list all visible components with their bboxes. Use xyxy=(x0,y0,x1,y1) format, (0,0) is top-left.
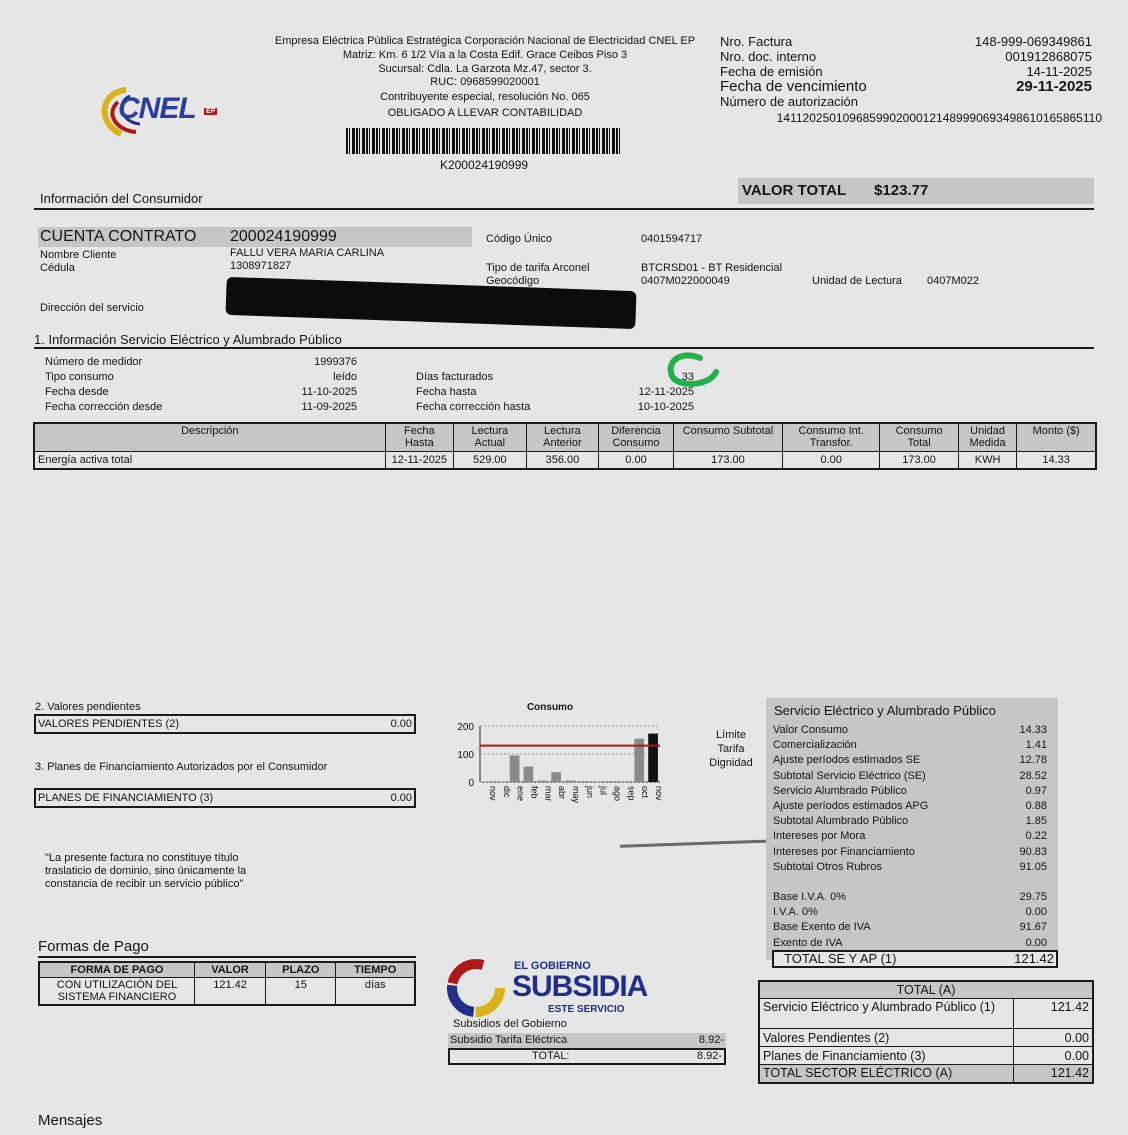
fecha-hasta-label: Fecha hasta xyxy=(416,386,477,398)
cell-consumo-subtotal: 173.00 xyxy=(673,451,782,469)
unidad-lectura-label: Unidad de Lectura xyxy=(812,275,902,287)
subsidio-tarifa-label: Subsidio Tarifa Eléctrica xyxy=(450,1034,568,1046)
header-valor: VALOR xyxy=(195,962,266,978)
row-label: Intereses por Financiamiento xyxy=(773,845,915,858)
subsidio-tarifa-value: 8.92- xyxy=(698,1034,724,1046)
row-label: Valor Consumo xyxy=(773,724,848,736)
list-item xyxy=(770,769,1050,784)
formas-pago-title: Formas de Pago xyxy=(38,938,149,955)
cell-lectura-actual: 529.00 xyxy=(454,451,527,469)
company-contribuyente: Contribuyente especial, resolución No. 065 xyxy=(380,91,590,103)
geocodigo: 0407M022000049 xyxy=(641,275,730,287)
total-a-header: TOTAL (A) xyxy=(759,981,1093,999)
company-name: Empresa Eléctrica Pública Estratégica Corporación Nacional de Electricidad CNEL EP xyxy=(274,35,696,47)
chart-y-tick-label: 200 xyxy=(457,722,474,733)
list-item xyxy=(770,814,1050,829)
cuenta-contrato-box xyxy=(38,227,472,247)
row-label: Ajuste períodos estimados SE xyxy=(773,754,921,767)
service-labels-right xyxy=(416,370,530,415)
row-value: 14.33 xyxy=(1019,724,1047,736)
header-monto: Monto ($) xyxy=(1017,423,1096,451)
header-diferencia: Diferencia Consumo xyxy=(599,423,674,451)
header-fecha-hasta: Fecha Hasta xyxy=(385,423,453,451)
dias-facturados: 33 xyxy=(681,371,694,383)
header-forma-pago: FORMA DE PAGO xyxy=(39,962,195,978)
chart-bar xyxy=(607,781,617,782)
chart-x-tick-label: abr xyxy=(557,786,568,800)
pendientes-title: 2. Valores pendientes xyxy=(35,701,141,713)
header-consumo-total: Consumo Total xyxy=(880,423,959,451)
medidor: 1999376 xyxy=(314,356,357,368)
redaction-bar xyxy=(225,277,636,329)
formas-pago-table xyxy=(38,961,416,1006)
total-a-planes-value: 0.00 xyxy=(1014,1047,1094,1065)
consumo-chart xyxy=(440,712,670,812)
planes-label: PLANES DE FINANCIAMIENTO (3) xyxy=(38,792,214,804)
row-value: 90.83 xyxy=(1019,845,1047,858)
codigo-unico: 0401594717 xyxy=(641,233,703,245)
chart-bar xyxy=(537,781,547,782)
fecha-correccion-desde: 11-09-2025 xyxy=(301,401,357,413)
chart-bar xyxy=(565,781,575,782)
chart-x-tick-label: nov xyxy=(654,786,665,801)
fecha-correccion-desde-label: Fecha corrección desde xyxy=(45,401,163,413)
total-se-ap-box xyxy=(772,950,1058,968)
chart-bar xyxy=(648,734,658,782)
nota-legal: "La presente factura no constituye título traslaticio de dominio, sino únicamente la constancia de recibir un servicio público" xyxy=(45,852,247,890)
cell-consumo-total: 173.00 xyxy=(880,451,959,469)
chart-bar xyxy=(524,767,534,782)
row-label: Intereses por Mora xyxy=(773,830,866,843)
chart-x-tick-label: jul xyxy=(598,786,609,796)
fecha-correccion-hasta-label: Fecha corrección hasta xyxy=(416,401,531,413)
row-label: Comercialización xyxy=(773,739,857,752)
list-item xyxy=(770,845,1050,860)
total-se-ap-label: TOTAL SE Y AP (1) xyxy=(784,951,897,966)
consumer-section-title: Información del Consumidor xyxy=(40,191,203,206)
cell-tiempo: días xyxy=(336,978,415,1006)
autorizacion-label: Número de autorización xyxy=(720,94,859,109)
row-value: 0.88 xyxy=(1025,800,1047,813)
mensajes-title: Mensajes xyxy=(38,1112,103,1129)
tarifa-label: Tipo de tarifa Arconel xyxy=(486,262,590,274)
barcode-text: K200024190999 xyxy=(439,158,529,172)
company-ruc: RUC: 0968599020001 xyxy=(430,76,540,88)
cell-lectura-anterior: 356.00 xyxy=(526,451,599,469)
chart-x-tick-label: oct xyxy=(640,786,651,799)
header-consumo-int: Consumo Int. Transfor. xyxy=(783,423,880,451)
valor-total-box xyxy=(738,178,1094,204)
row-label: Base I.V.A. 0% xyxy=(773,891,846,904)
company-obligado: OBLIGADO A LLEVAR CONTABILIDAD xyxy=(387,107,583,119)
chart-y-tick-label: 100 xyxy=(457,750,474,761)
header-lectura-anterior: Lectura Anterior xyxy=(526,423,599,451)
green-circle-mark-icon xyxy=(660,350,722,392)
row-label: Exento de IVA xyxy=(773,936,843,949)
servicio-rows xyxy=(770,723,1050,875)
tipo-consumo: leído xyxy=(333,371,357,383)
limite-tarifa-label: Límite Tarifa Dignidad xyxy=(709,729,753,769)
cell-monto: 14.33 xyxy=(1017,451,1096,469)
divider xyxy=(38,956,416,958)
subsidia-text: SUBSIDIA xyxy=(512,970,648,1003)
chart-x-tick-label: ago xyxy=(612,786,623,802)
header-unidad: Unidad Medida xyxy=(958,423,1016,451)
list-item xyxy=(770,753,1050,768)
table-row xyxy=(759,1065,1093,1083)
row-value: 91.05 xyxy=(1019,860,1047,873)
chart-x-tick-label: ene xyxy=(515,786,526,802)
dias-facturados-label: Días facturados xyxy=(416,371,494,383)
total-a-pendientes-label: Valores Pendientes (2) xyxy=(759,1029,1014,1047)
chart-x-tick-label: may xyxy=(571,786,581,804)
list-item xyxy=(770,920,1050,935)
direccion-label: Dirección del servicio xyxy=(40,302,144,314)
row-value: 0.22 xyxy=(1025,830,1047,843)
total-se-ap-value: 121.42 xyxy=(1014,951,1054,966)
chart-title: Consumo xyxy=(526,702,574,713)
row-value: 12.78 xyxy=(1019,754,1047,767)
barcode xyxy=(346,128,622,154)
consumo-table xyxy=(33,422,1097,470)
valor-total: $123.77 xyxy=(874,182,929,199)
row-value: 28.52 xyxy=(1019,769,1047,782)
row-label: Subtotal Alumbrado Público xyxy=(773,815,909,828)
valor-total-label: VALOR TOTAL xyxy=(742,182,846,199)
list-item xyxy=(770,860,1050,875)
nro-factura-label: Nro. Factura xyxy=(720,34,793,49)
cell-consumo-int: 0.00 xyxy=(783,451,880,469)
cell-forma-pago: CON UTILIZACIÓN DEL SISTEMA FINANCIERO xyxy=(39,978,195,1006)
cedula: 1308971827 xyxy=(230,260,292,272)
iva-rows xyxy=(770,890,1050,951)
cuenta-contrato-label: CUENTA CONTRATO xyxy=(40,228,197,245)
total-sector-value: 121.42 xyxy=(1014,1065,1094,1083)
nombre-cliente: FALLU VERA MARIA CARLINA xyxy=(230,247,385,259)
row-label: Subtotal Servicio Eléctrico (SE) xyxy=(773,769,926,782)
row-value: 1.41 xyxy=(1025,739,1047,752)
service-labels-left xyxy=(45,355,162,415)
doc-interno: 001912868075 xyxy=(1005,49,1092,64)
consumer-details xyxy=(40,249,116,275)
tipo-consumo-label: Tipo consumo xyxy=(45,371,114,383)
company-sucursal: Sucursal: Cdla. La Garzota Mz.47, sector 3. xyxy=(378,63,592,75)
fecha-emision: 14-11-2025 xyxy=(1026,64,1092,79)
total-a-pendientes-value: 0.00 xyxy=(1014,1029,1094,1047)
cell-unidad: KWH xyxy=(958,451,1016,469)
cedula-label: Cédula xyxy=(40,262,75,274)
table-row xyxy=(39,978,415,1006)
total-sector-label: TOTAL SECTOR ELÉCTRICO (A) xyxy=(759,1065,1014,1083)
fecha-desde-label: Fecha desde xyxy=(45,386,109,398)
geocodigo-label: Geocódigo xyxy=(486,275,540,287)
chart-bar xyxy=(593,781,603,782)
planes-title: 3. Planes de Financiamiento Autorizados por el Consumidor xyxy=(35,761,328,773)
cell-diferencia: 0.00 xyxy=(599,451,674,469)
header-plazo: PLAZO xyxy=(266,962,336,978)
chart-y-tick-label: 0 xyxy=(468,778,474,789)
subsidios-title: Subsidios del Gobierno xyxy=(453,1018,567,1030)
header-lectura-actual: Lectura Actual xyxy=(454,423,527,451)
chart-bar xyxy=(551,772,561,782)
chart-bar xyxy=(621,781,631,782)
chart-bar xyxy=(496,781,506,782)
list-item xyxy=(770,890,1050,905)
chart-x-tick-label: feb xyxy=(529,786,540,799)
list-item xyxy=(770,799,1050,814)
chart-x-tick-label: jun xyxy=(584,786,595,799)
divider xyxy=(34,208,1094,210)
header-consumo-subtotal: Consumo Subtotal xyxy=(673,423,782,451)
list-item xyxy=(770,784,1050,799)
cell-plazo: 15 xyxy=(266,978,336,1006)
gobierno-line: EL GOBIERNO xyxy=(514,960,591,972)
total-a-servicio-value: 121.42 xyxy=(1014,999,1094,1029)
cell-valor: 121.42 xyxy=(195,978,266,1006)
gobierno-logo-icon xyxy=(446,958,506,1018)
header-tiempo: TIEMPO xyxy=(336,962,415,978)
divider xyxy=(34,347,1094,349)
cnel-logo-text: CNEL xyxy=(118,92,196,125)
autorizacion: 1411202501096859902000121489990693498610165865110 xyxy=(776,111,1102,125)
table-row xyxy=(759,999,1093,1029)
consumo-table-header xyxy=(34,423,1096,451)
cnel-logo xyxy=(96,82,236,142)
codigo-unico-label: Código Único xyxy=(486,233,553,245)
chart-x-tick-label: sep xyxy=(626,786,637,801)
row-value: 0.00 xyxy=(1025,906,1047,919)
chart-x-tick-label: nov xyxy=(487,786,498,801)
list-item xyxy=(770,829,1050,844)
company-header xyxy=(240,34,730,120)
invoice-info xyxy=(720,34,1102,126)
cell-descripcion: Energía activa total xyxy=(34,451,385,469)
consumer-values xyxy=(230,247,384,273)
total-a-planes-label: Planes de Financiamiento (3) xyxy=(759,1047,1014,1065)
row-value: 0.97 xyxy=(1025,784,1047,797)
servicio-box xyxy=(766,698,1058,960)
total-a-table xyxy=(758,980,1094,1084)
row-value: 1.85 xyxy=(1025,815,1047,828)
list-item xyxy=(770,738,1050,753)
chart-x-tick-label: mar xyxy=(543,786,554,802)
subsidio-total-value: 8.92- xyxy=(696,1050,722,1062)
row-label: I.V.A. 0% xyxy=(773,906,818,919)
row-label: Servicio Alumbrado Público xyxy=(773,784,907,797)
list-item xyxy=(770,723,1050,738)
table-row xyxy=(759,1047,1093,1065)
subsidio-total-label: TOTAL: xyxy=(532,1050,570,1062)
chart-bar xyxy=(579,781,589,782)
este-servicio-line: ESTE SERVICIO xyxy=(548,1004,625,1015)
row-label: Ajuste períodos estimados APG xyxy=(773,800,929,813)
pendientes-label: VALORES PENDIENTES (2) xyxy=(38,718,179,730)
total-a-servicio-label: Servicio Eléctrico y Alumbrado Público (1) xyxy=(759,999,1014,1029)
table-row xyxy=(759,1029,1093,1047)
nro-factura: 148-999-069349861 xyxy=(974,34,1092,49)
cnel-logo-suffix: EP xyxy=(206,108,216,115)
cell-fecha-hasta: 12-11-2025 xyxy=(385,451,453,469)
company-matriz: Matriz: Km. 6 1/2 Vía a la Costa Edif. Grace Ceibos Piso 3 xyxy=(342,49,628,61)
service-section-title: 1. Información Servicio Eléctrico y Alumbrado Público xyxy=(34,332,342,347)
doc-interno-label: Nro. doc. interno xyxy=(720,49,817,64)
cuenta-contrato: 200024190999 xyxy=(230,228,337,245)
chart-bar xyxy=(482,781,492,782)
chart-bar xyxy=(510,755,520,782)
row-value: 91.67 xyxy=(1019,921,1047,934)
nombre-cliente-label: Nombre Cliente xyxy=(40,249,117,261)
subsidio-total-box xyxy=(448,1048,726,1065)
row-value: 29.75 xyxy=(1019,891,1047,904)
service-values-left xyxy=(270,355,357,415)
row-value: 0.00 xyxy=(1025,936,1047,949)
table-row xyxy=(34,451,1096,469)
servicio-box-title: Servicio Eléctrico y Alumbrado Público xyxy=(774,703,996,718)
medidor-label: Número de medidor xyxy=(45,356,143,368)
row-label: Subtotal Otros Rubros xyxy=(773,860,882,873)
list-item xyxy=(770,936,1050,951)
fecha-vencimiento-label: Fecha de vencimiento xyxy=(720,78,867,95)
planes-box xyxy=(34,788,416,808)
unidad-lectura: 0407M022 xyxy=(927,275,979,287)
row-label: Base Exento de IVA xyxy=(773,921,871,934)
tarifa: BTCRSD01 - BT Residencial xyxy=(641,262,783,274)
subsidio-tarifa-row xyxy=(448,1033,726,1048)
list-item xyxy=(770,905,1050,920)
chart-x-tick-label: dic xyxy=(501,786,512,798)
fecha-vencimiento: 29-11-2025 xyxy=(1016,78,1092,95)
fecha-emision-label: Fecha de emisión xyxy=(720,64,823,79)
fecha-correccion-hasta: 10-10-2025 xyxy=(637,401,694,413)
pendientes-box xyxy=(34,714,416,734)
header-descripcion: Descripción xyxy=(34,423,385,451)
planes-value: 0.00 xyxy=(390,792,412,804)
fecha-hasta: 12-11-2025 xyxy=(638,386,694,398)
pen-scribble xyxy=(620,839,780,848)
fecha-desde: 11-10-2025 xyxy=(301,386,357,398)
pendientes-value: 0.00 xyxy=(390,718,412,730)
